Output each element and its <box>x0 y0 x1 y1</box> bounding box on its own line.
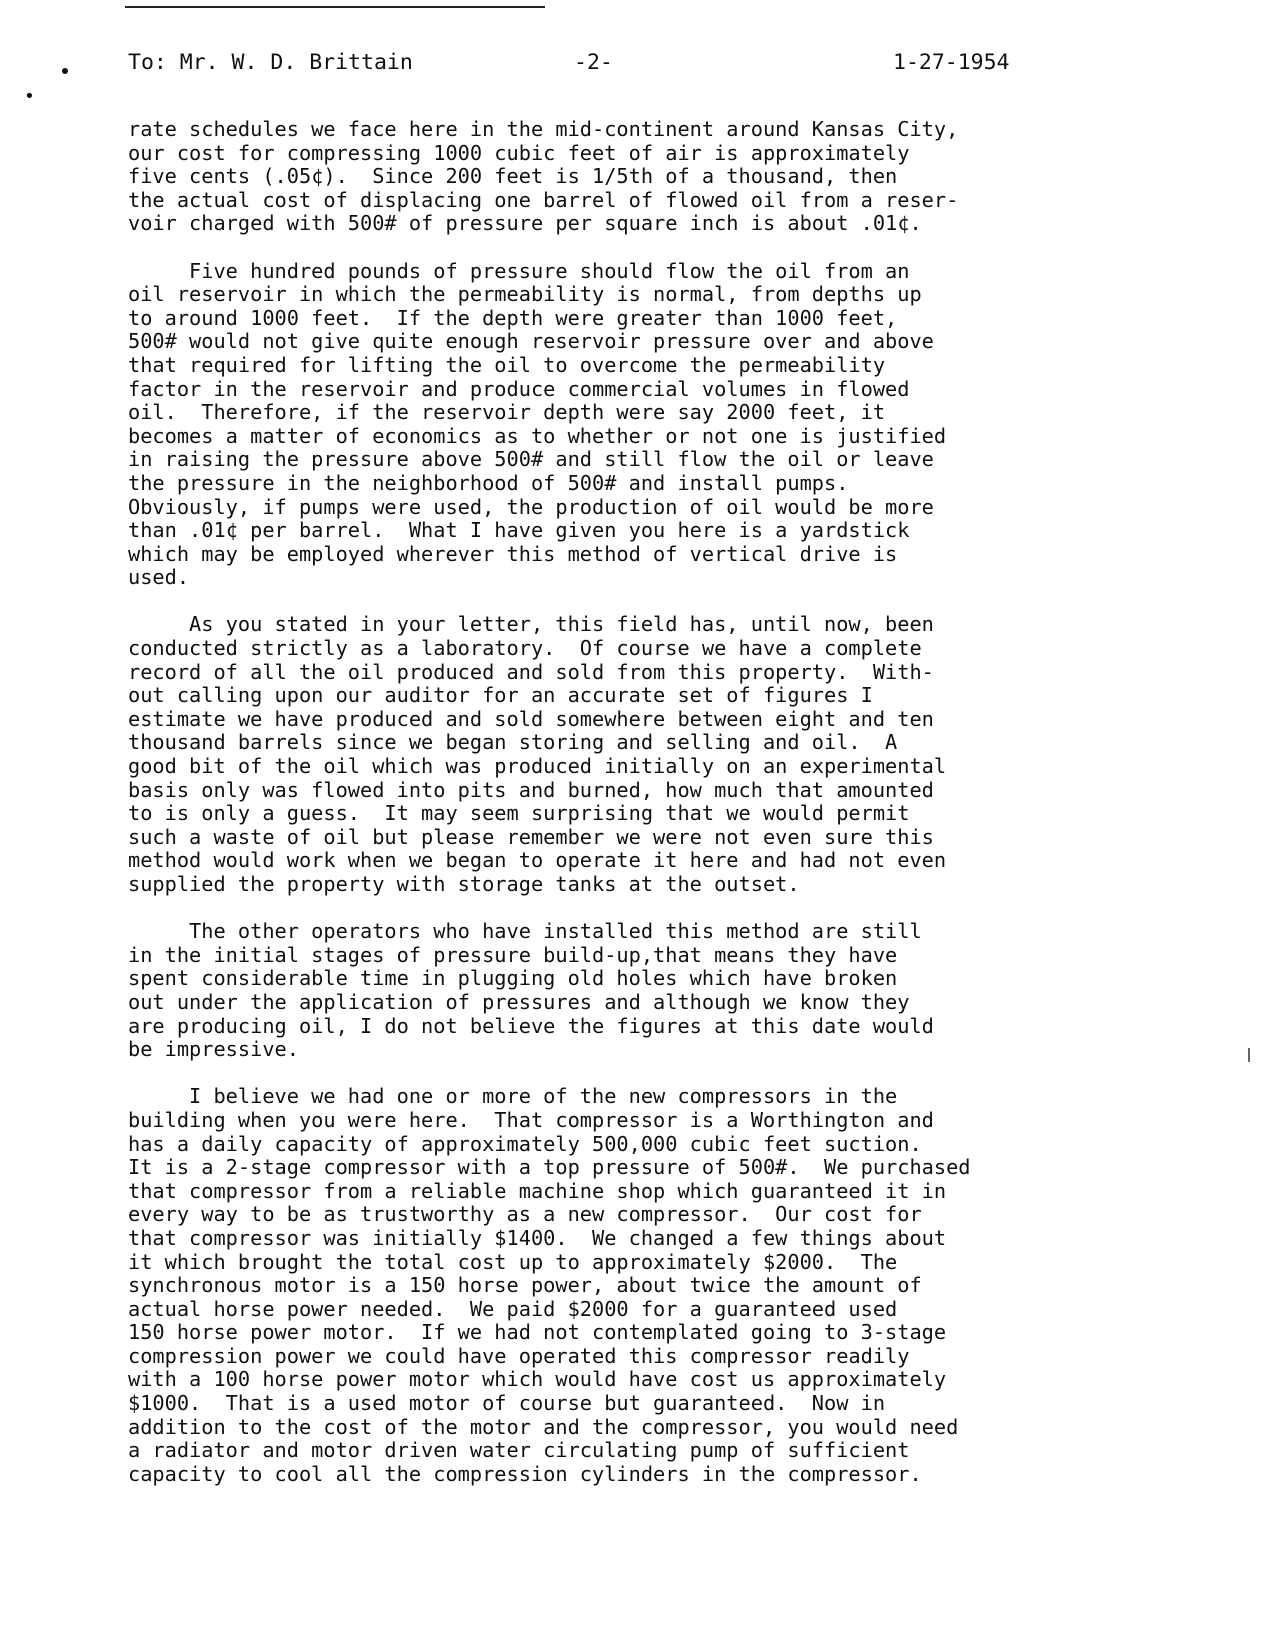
text-line: $1000. That is a used motor of course but guaranteed. Now in <box>128 1391 886 1416</box>
text-line: to around 1000 feet. If the depth were greater than 1000 feet, <box>128 305 898 330</box>
text-line: supplied the property with storage tanks at the outset. <box>128 872 800 896</box>
text-line: are producing oil, I do not believe the figures at this date would <box>128 1013 934 1038</box>
text-line: oil. Therefore, if the reservoir depth were say 2000 feet, it <box>128 400 886 425</box>
text-line: factor in the reservoir and produce commercial volumes in flowed <box>128 376 910 401</box>
edge-tick <box>1248 1048 1250 1062</box>
text-line: The other operators who have installed this method are still <box>128 919 922 944</box>
text-line: used. <box>128 565 190 590</box>
text-line: it which brought the total cost up to approximately $2000. The <box>128 1249 898 1274</box>
text-line: It is a 2-stage compressor with a top pressure of 500#. We purchased <box>128 1155 971 1180</box>
header-page-number: -2- <box>574 50 613 75</box>
letter-body <box>128 118 1138 1510</box>
text-line: out calling upon our auditor for an accurate set of figures I <box>128 683 873 708</box>
text-line: Obviously, if pumps were used, the production of oil would be more <box>128 494 934 519</box>
text-line: addition to the cost of the motor and the compressor, you would need <box>128 1414 959 1439</box>
paragraph-4 <box>128 920 1138 1062</box>
text-line: that compressor was initially $1400. We changed a few things about <box>128 1225 947 1250</box>
top-edge-rule <box>125 6 545 8</box>
text-line: the pressure in the neighborhood of 500# and install pumps. <box>128 470 849 495</box>
text-line: a radiator and motor driven water circulating pump of sufficient <box>128 1438 910 1463</box>
text-line: rate schedules we face here in the mid-continent around Kansas City, <box>128 117 959 141</box>
text-line: basis only was flowed into pits and burned, how much that amounted <box>128 777 934 802</box>
margin-dot <box>62 68 68 74</box>
text-line: building when you were here. That compressor is a Worthington and <box>128 1107 934 1132</box>
text-line: good bit of the oil which was produced initially on an experimental <box>128 754 947 779</box>
text-line: the actual cost of displacing one barrel of flowed oil from a reser- <box>128 187 959 212</box>
text-line: 150 horse power motor. If we had not contemplated going to 3-stage <box>128 1320 947 1345</box>
text-line: method would work when we began to operate it here and had not even <box>128 848 947 873</box>
text-line: out under the application of pressures and although we know they <box>128 989 910 1014</box>
text-line: five cents (.05¢). Since 200 feet is 1/5th of a thousand, then <box>128 164 898 189</box>
text-line: to is only a guess. It may seem surprising that we would permit <box>128 801 910 826</box>
paragraph-1 <box>128 118 1138 236</box>
text-line: every way to be as trustworthy as a new compressor. Our cost for <box>128 1202 922 1227</box>
paragraph-2 <box>128 260 1138 590</box>
text-line: has a daily capacity of approximately 500,000 cubic feet suction. <box>128 1131 922 1156</box>
paragraph-5 <box>128 1085 1138 1486</box>
text-line: than .01¢ per barrel. What I have given you here is a yardstick <box>128 518 910 543</box>
text-line: with a 100 horse power motor which would have cost us approximately <box>128 1367 947 1392</box>
text-line: oil reservoir in which the permeability is normal, from depths up <box>128 282 922 307</box>
text-line: compression power we could have operated this compressor readily <box>128 1343 910 1368</box>
text-line: our cost for compressing 1000 cubic feet of air is approximately <box>128 140 910 165</box>
text-line: in raising the pressure above 500# and still flow the oil or leave <box>128 447 934 472</box>
text-line: such a waste of oil but please remember we were not even sure this <box>128 824 934 849</box>
text-line: which may be employed wherever this method of vertical drive is <box>128 541 898 566</box>
text-line: 500# would not give quite enough reservoir pressure over and above <box>128 329 934 354</box>
text-line: synchronous motor is a 150 horse power, about twice the amount of <box>128 1273 922 1298</box>
text-line: capacity to cool all the compression cylinders in the compressor. <box>128 1461 922 1486</box>
letter-header <box>128 48 1058 78</box>
text-line: As you stated in your letter, this field has, until now, been <box>128 612 934 637</box>
margin-mark: • <box>24 86 35 107</box>
text-line: record of all the oil produced and sold from this property. With- <box>128 659 934 684</box>
text-line: be impressive. <box>128 1037 299 1062</box>
text-line: becomes a matter of economics as to whether or not one is justified <box>128 423 947 448</box>
text-line: in the initial stages of pressure build-up,that means they have <box>128 942 898 967</box>
text-line: estimate we have produced and sold somewhere between eight and ten <box>128 706 934 731</box>
header-date: 1-27-1954 <box>893 50 1010 75</box>
paragraph-3 <box>128 613 1138 896</box>
text-line: conducted strictly as a laboratory. Of course we have a complete <box>128 636 922 661</box>
text-line: voir charged with 500# of pressure per square inch is about .01¢. <box>128 211 922 236</box>
text-line: that required for lifting the oil to overcome the permeability <box>128 352 886 377</box>
text-line: spent considerable time in plugging old holes which have broken <box>128 966 898 991</box>
text-line: Five hundred pounds of pressure should flow the oil from an <box>128 258 910 283</box>
text-line: that compressor from a reliable machine shop which guaranteed it in <box>128 1178 947 1203</box>
text-line: actual horse power needed. We paid $2000 for a guaranteed used <box>128 1296 898 1321</box>
text-line: I believe we had one or more of the new compressors in the <box>128 1084 898 1109</box>
text-line: thousand barrels since we began storing and selling and oil. A <box>128 730 898 755</box>
header-recipient: To: Mr. W. D. Brittain <box>128 50 413 75</box>
